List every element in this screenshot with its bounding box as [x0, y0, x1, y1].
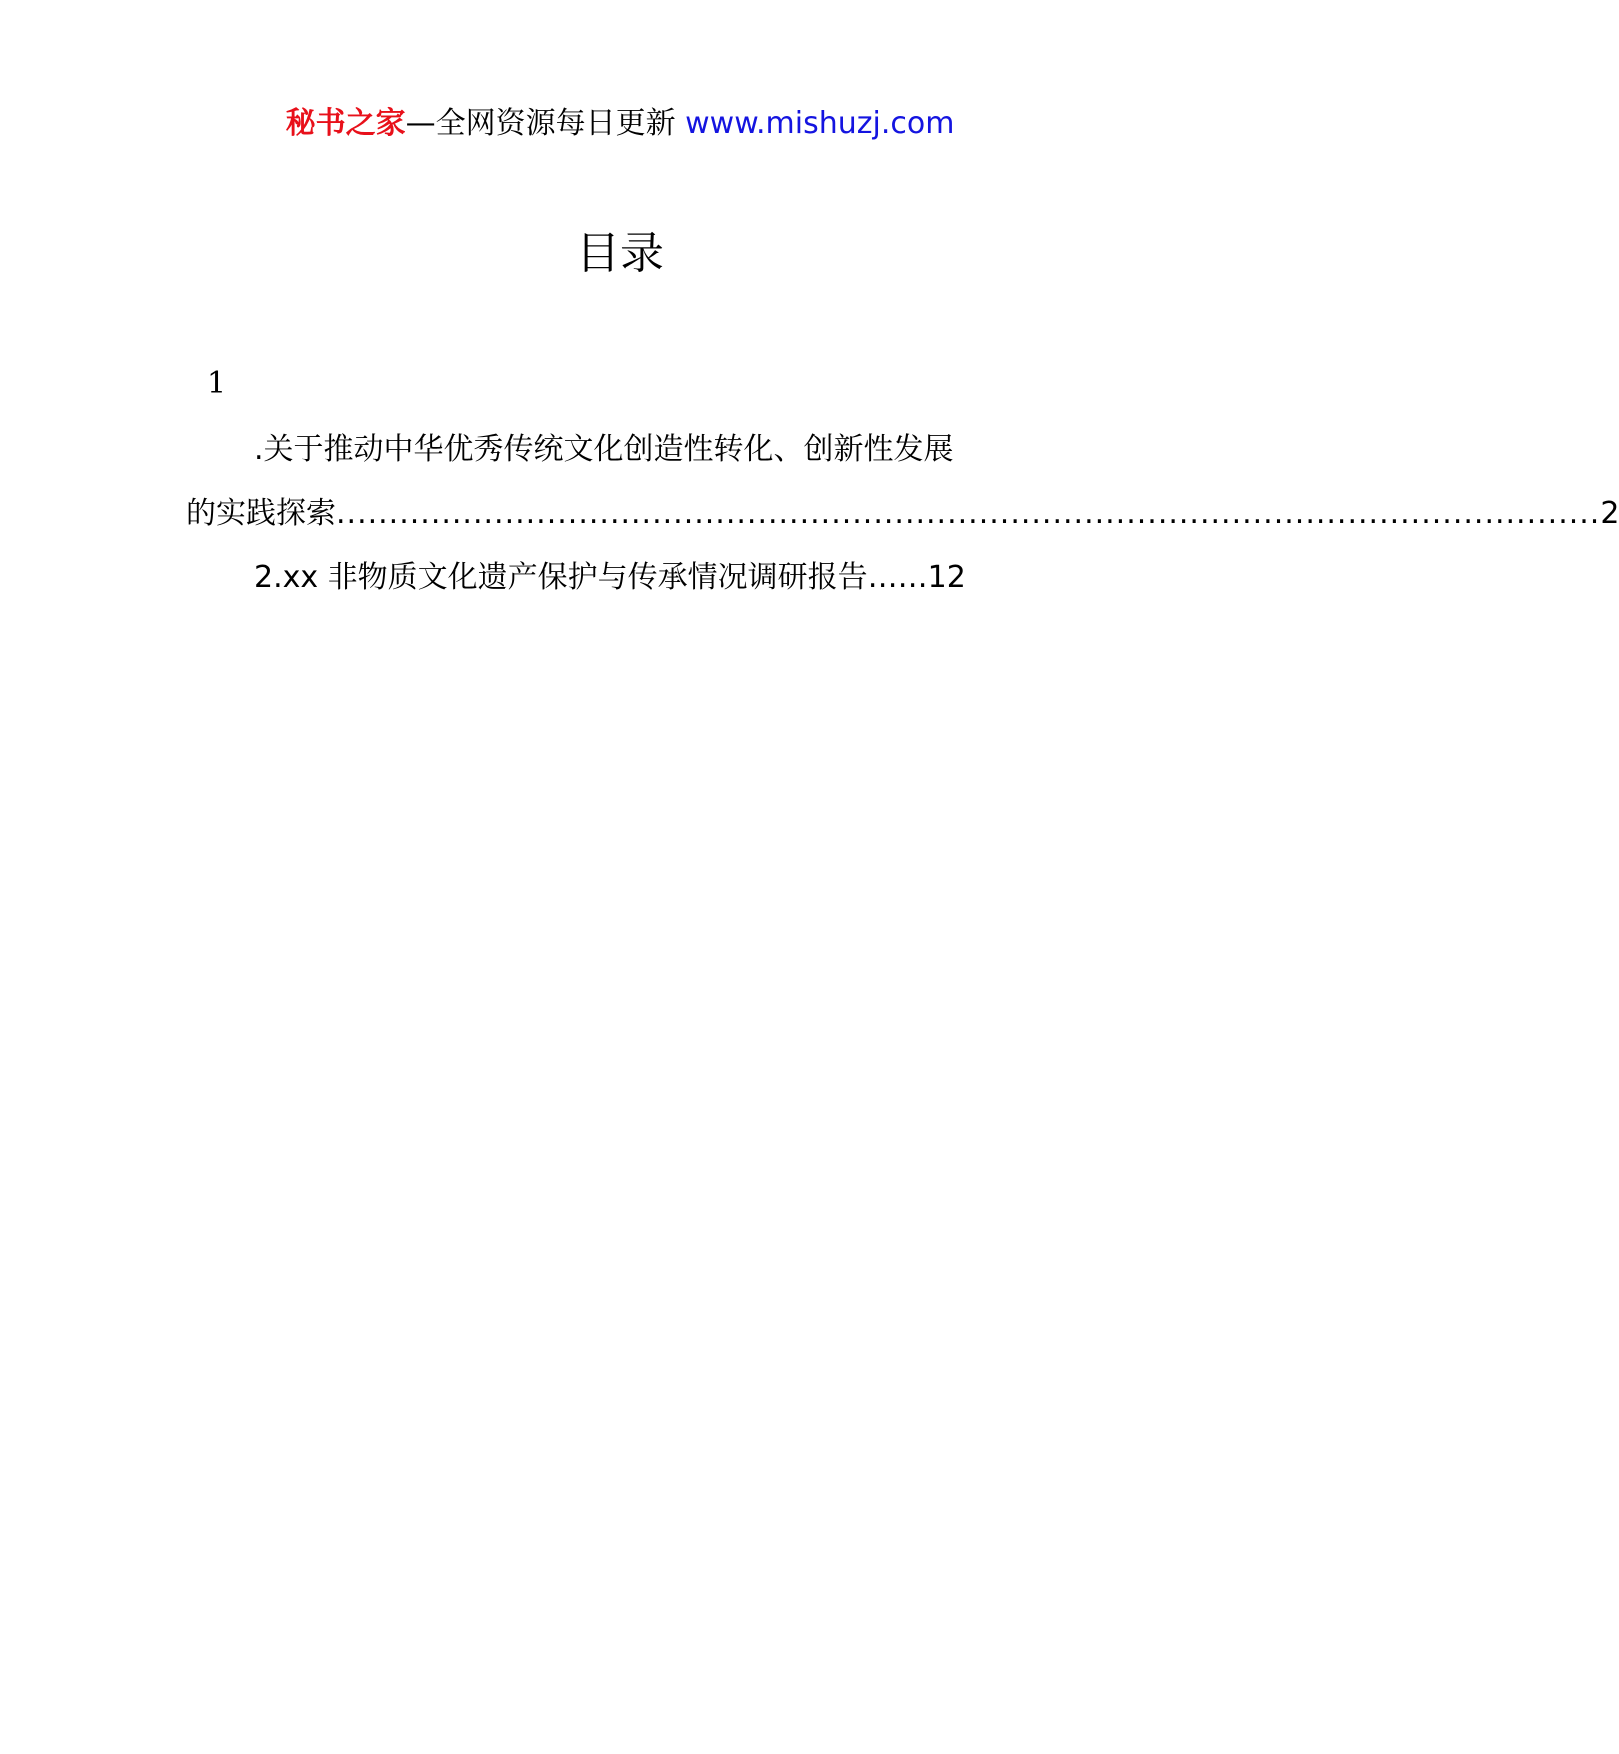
toc-entry-1-title-cont: 的实践探索: [186, 496, 336, 531]
toc-entry-1-page: 2: [1600, 496, 1619, 531]
toc-entry-2-title: 2.xx 非物质文化遗产保护与传承情况调研报告: [254, 560, 868, 595]
dot-leader: ……: [867, 560, 928, 595]
toc-entry-number: 1: [207, 366, 227, 401]
dot-leader: ........................................................................................................................: [336, 496, 1601, 531]
toc-entry-1-line-2[interactable]: [186, 492, 1619, 536]
document-title: 目录: [576, 228, 664, 279]
toc-entry-1-title: .关于推动中华优秀传统文化创造性转化、创新性发展: [254, 432, 954, 467]
toc-entry-2[interactable]: [186, 556, 1048, 600]
brand-name: 秘书之家: [285, 106, 406, 141]
site-url-link[interactable]: www.mishuzj.com: [685, 106, 955, 141]
header-slogan: —全网资源每日更新: [405, 106, 676, 141]
toc-entry-1-line-1[interactable]: [186, 428, 1048, 472]
toc-entry-2-page: 12: [927, 560, 966, 595]
site-header: [0, 100, 1240, 148]
